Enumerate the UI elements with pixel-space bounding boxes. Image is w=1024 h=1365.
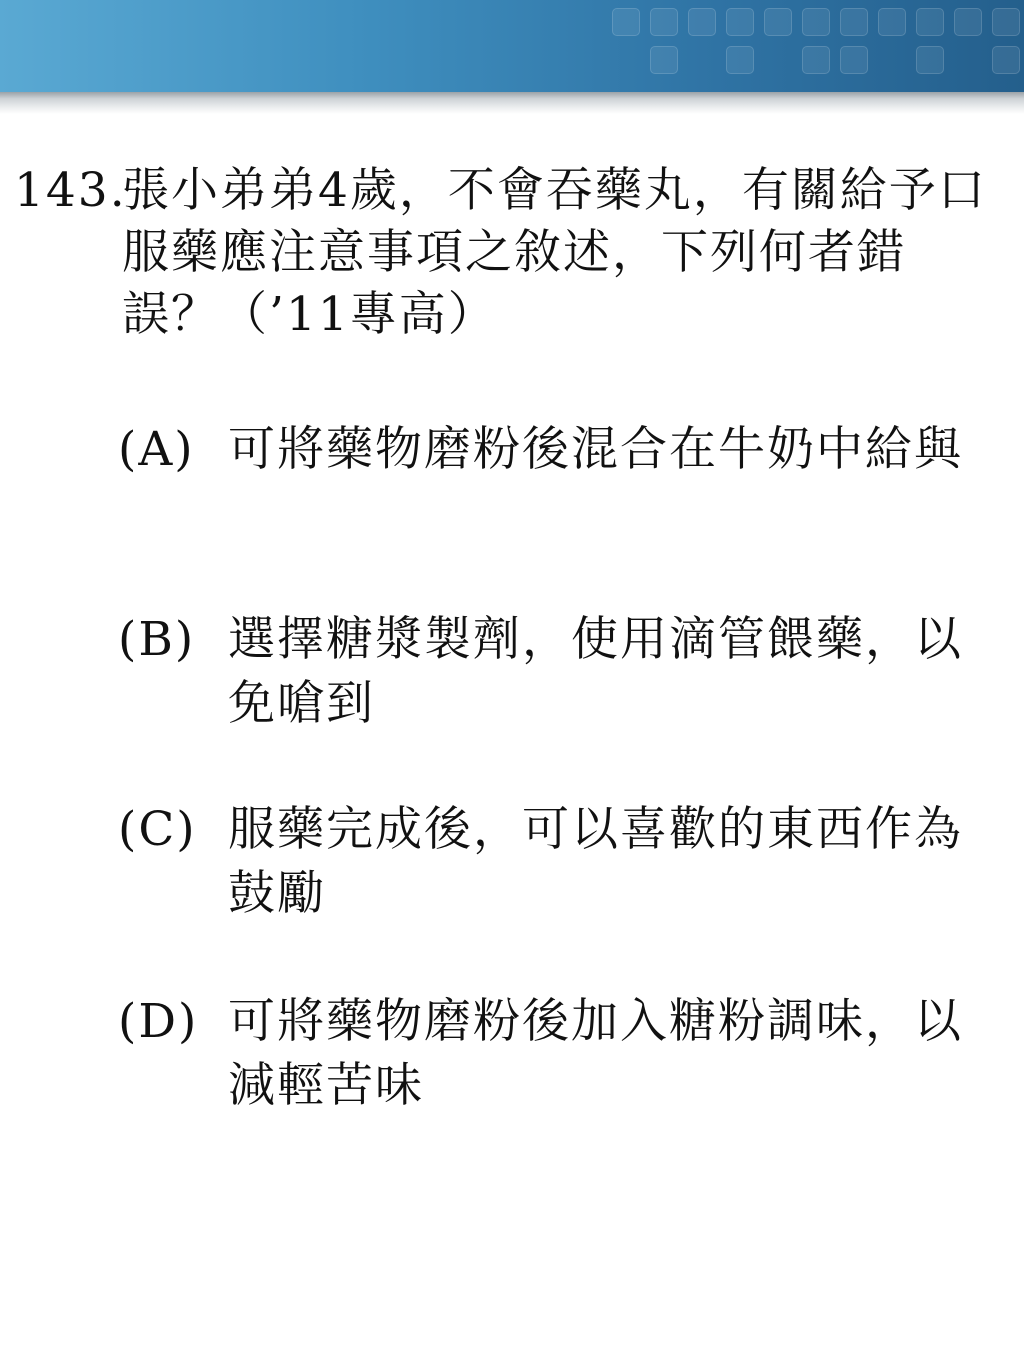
option-label: (B): [118, 612, 196, 667]
option-text: 服藥完成後，可以喜歡的東西作為鼓勵: [228, 802, 963, 921]
banner-decoration: [992, 46, 1020, 74]
option-text: 可將藥物磨粉後加入糖粉調味，以減輕苦味: [228, 994, 963, 1113]
option-text: 可將藥物磨粉後混合在牛奶中給與: [228, 422, 963, 477]
banner-decoration: [726, 8, 754, 36]
option-label: (C): [118, 802, 197, 857]
banner-decoration: [802, 46, 830, 74]
question-text: 張小弟弟4歲，不會吞藥丸，有關給予口服藥應注意事項之敘述，下列何者錯誤？（’11專高）: [122, 163, 987, 342]
banner-decoration: [650, 46, 678, 74]
banner-decoration: [726, 46, 754, 74]
option-text: 選擇糖漿製劑，使用滴管餵藥，以免嗆到: [228, 612, 963, 731]
banner-decoration: [840, 46, 868, 74]
banner-decoration: [764, 8, 792, 36]
banner-decoration: [916, 46, 944, 74]
banner-decoration: [650, 8, 678, 36]
header-banner: [0, 0, 1024, 92]
question-number: 143.: [14, 163, 127, 218]
option-label: (D): [118, 994, 199, 1049]
banner-decoration: [878, 8, 906, 36]
banner-decoration: [840, 8, 868, 36]
banner-decoration: [802, 8, 830, 36]
banner-decoration: [954, 8, 982, 36]
banner-decoration: [992, 8, 1020, 36]
banner-decoration: [916, 8, 944, 36]
banner-shadow: [0, 92, 1024, 114]
banner-decoration: [612, 8, 640, 36]
banner-decoration: [688, 8, 716, 36]
option-label: (A): [118, 422, 195, 477]
